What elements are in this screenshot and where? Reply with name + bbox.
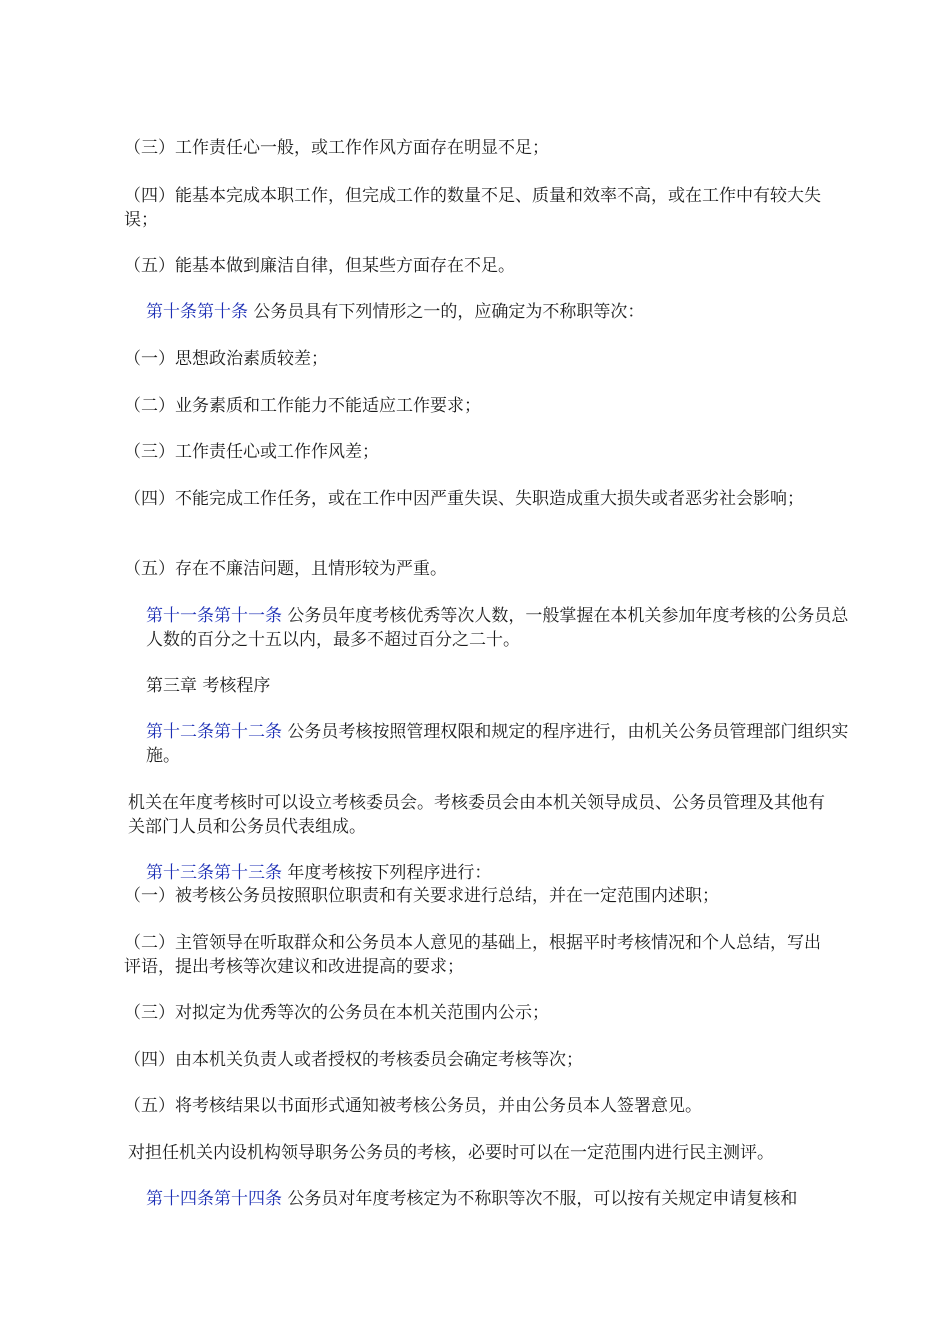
article-number-link[interactable]: 第十一条第十一条 [146,606,282,626]
article-number-link[interactable]: 第十条第十条 [146,302,248,322]
article-paragraph: 第十四条第十四条 公务员对年度考核定为不称职等次不服，可以按有关规定申请复核和 [146,1189,798,1209]
paragraph: （一）被考核公务员按照职位职责和有关要求进行总结，并在一定范围内述职； [124,886,719,906]
chapter-heading: 第三章 考核程序 [146,676,271,696]
paragraph: （二）业务素质和工作能力不能适应工作要求； [124,396,481,416]
paragraph: （四）由本机关负责人或者授权的考核委员会确定考核等次； [124,1050,583,1070]
paragraph: 机关在年度考核时可以设立考核委员会。考核委员会由本机关领导成员、公务员管理及其他有关部门人员和公务员代表组成。 [128,793,825,837]
article-paragraph: 第十三条第十三条 年度考核按下列程序进行： [146,863,492,883]
paragraph: （三）对拟定为优秀等次的公务员在本机关范围内公示； [124,1003,549,1023]
article-paragraph: 第十条第十条 公务员具有下列情形之一的，应确定为不称职等次： [146,302,645,322]
paragraph: （五）存在不廉洁问题，且情形较为严重。 [124,559,447,579]
paragraph: （四）能基本完成本职工作，但完成工作的数量不足、质量和效率不高，或在工作中有较大失误； [124,186,821,230]
article-paragraph: 第十一条第十一条 公务员年度考核优秀等次人数，一般掌握在本机关参加年度考核的公务员总人数的百分之十五以内，最多不超过百分之二十。 [146,606,849,650]
article-number-link[interactable]: 第十三条第十三条 [146,863,282,883]
paragraph: （三）工作责任心一般，或工作作风方面存在明显不足； [124,138,549,158]
paragraph: （一）思想政治素质较差； [124,349,328,369]
paragraph: （五）将考核结果以书面形式通知被考核公务员，并由公务员本人签署意见。 [124,1096,702,1116]
article-number-link[interactable]: 第十二条第十二条 [146,722,282,742]
paragraph: （三）工作责任心或工作作风差； [124,442,379,462]
article-number-link[interactable]: 第十四条第十四条 [146,1189,282,1209]
paragraph: （四）不能完成工作任务，或在工作中因严重失误、失职造成重大损失或者恶劣社会影响； [124,489,804,509]
paragraph: （五）能基本做到廉洁自律，但某些方面存在不足。 [124,256,515,276]
article-paragraph: 第十二条第十二条 公务员考核按照管理权限和规定的程序进行，由机关公务员管理部门组织实施。 [146,722,849,766]
paragraph: 对担任机关内设机构领导职务公务员的考核，必要时可以在一定范围内进行民主测评。 [128,1143,774,1163]
paragraph: （二）主管领导在听取群众和公务员本人意见的基础上，根据平时考核情况和个人总结，写出评语，提出考核等次建议和改进提高的要求； [124,933,821,977]
